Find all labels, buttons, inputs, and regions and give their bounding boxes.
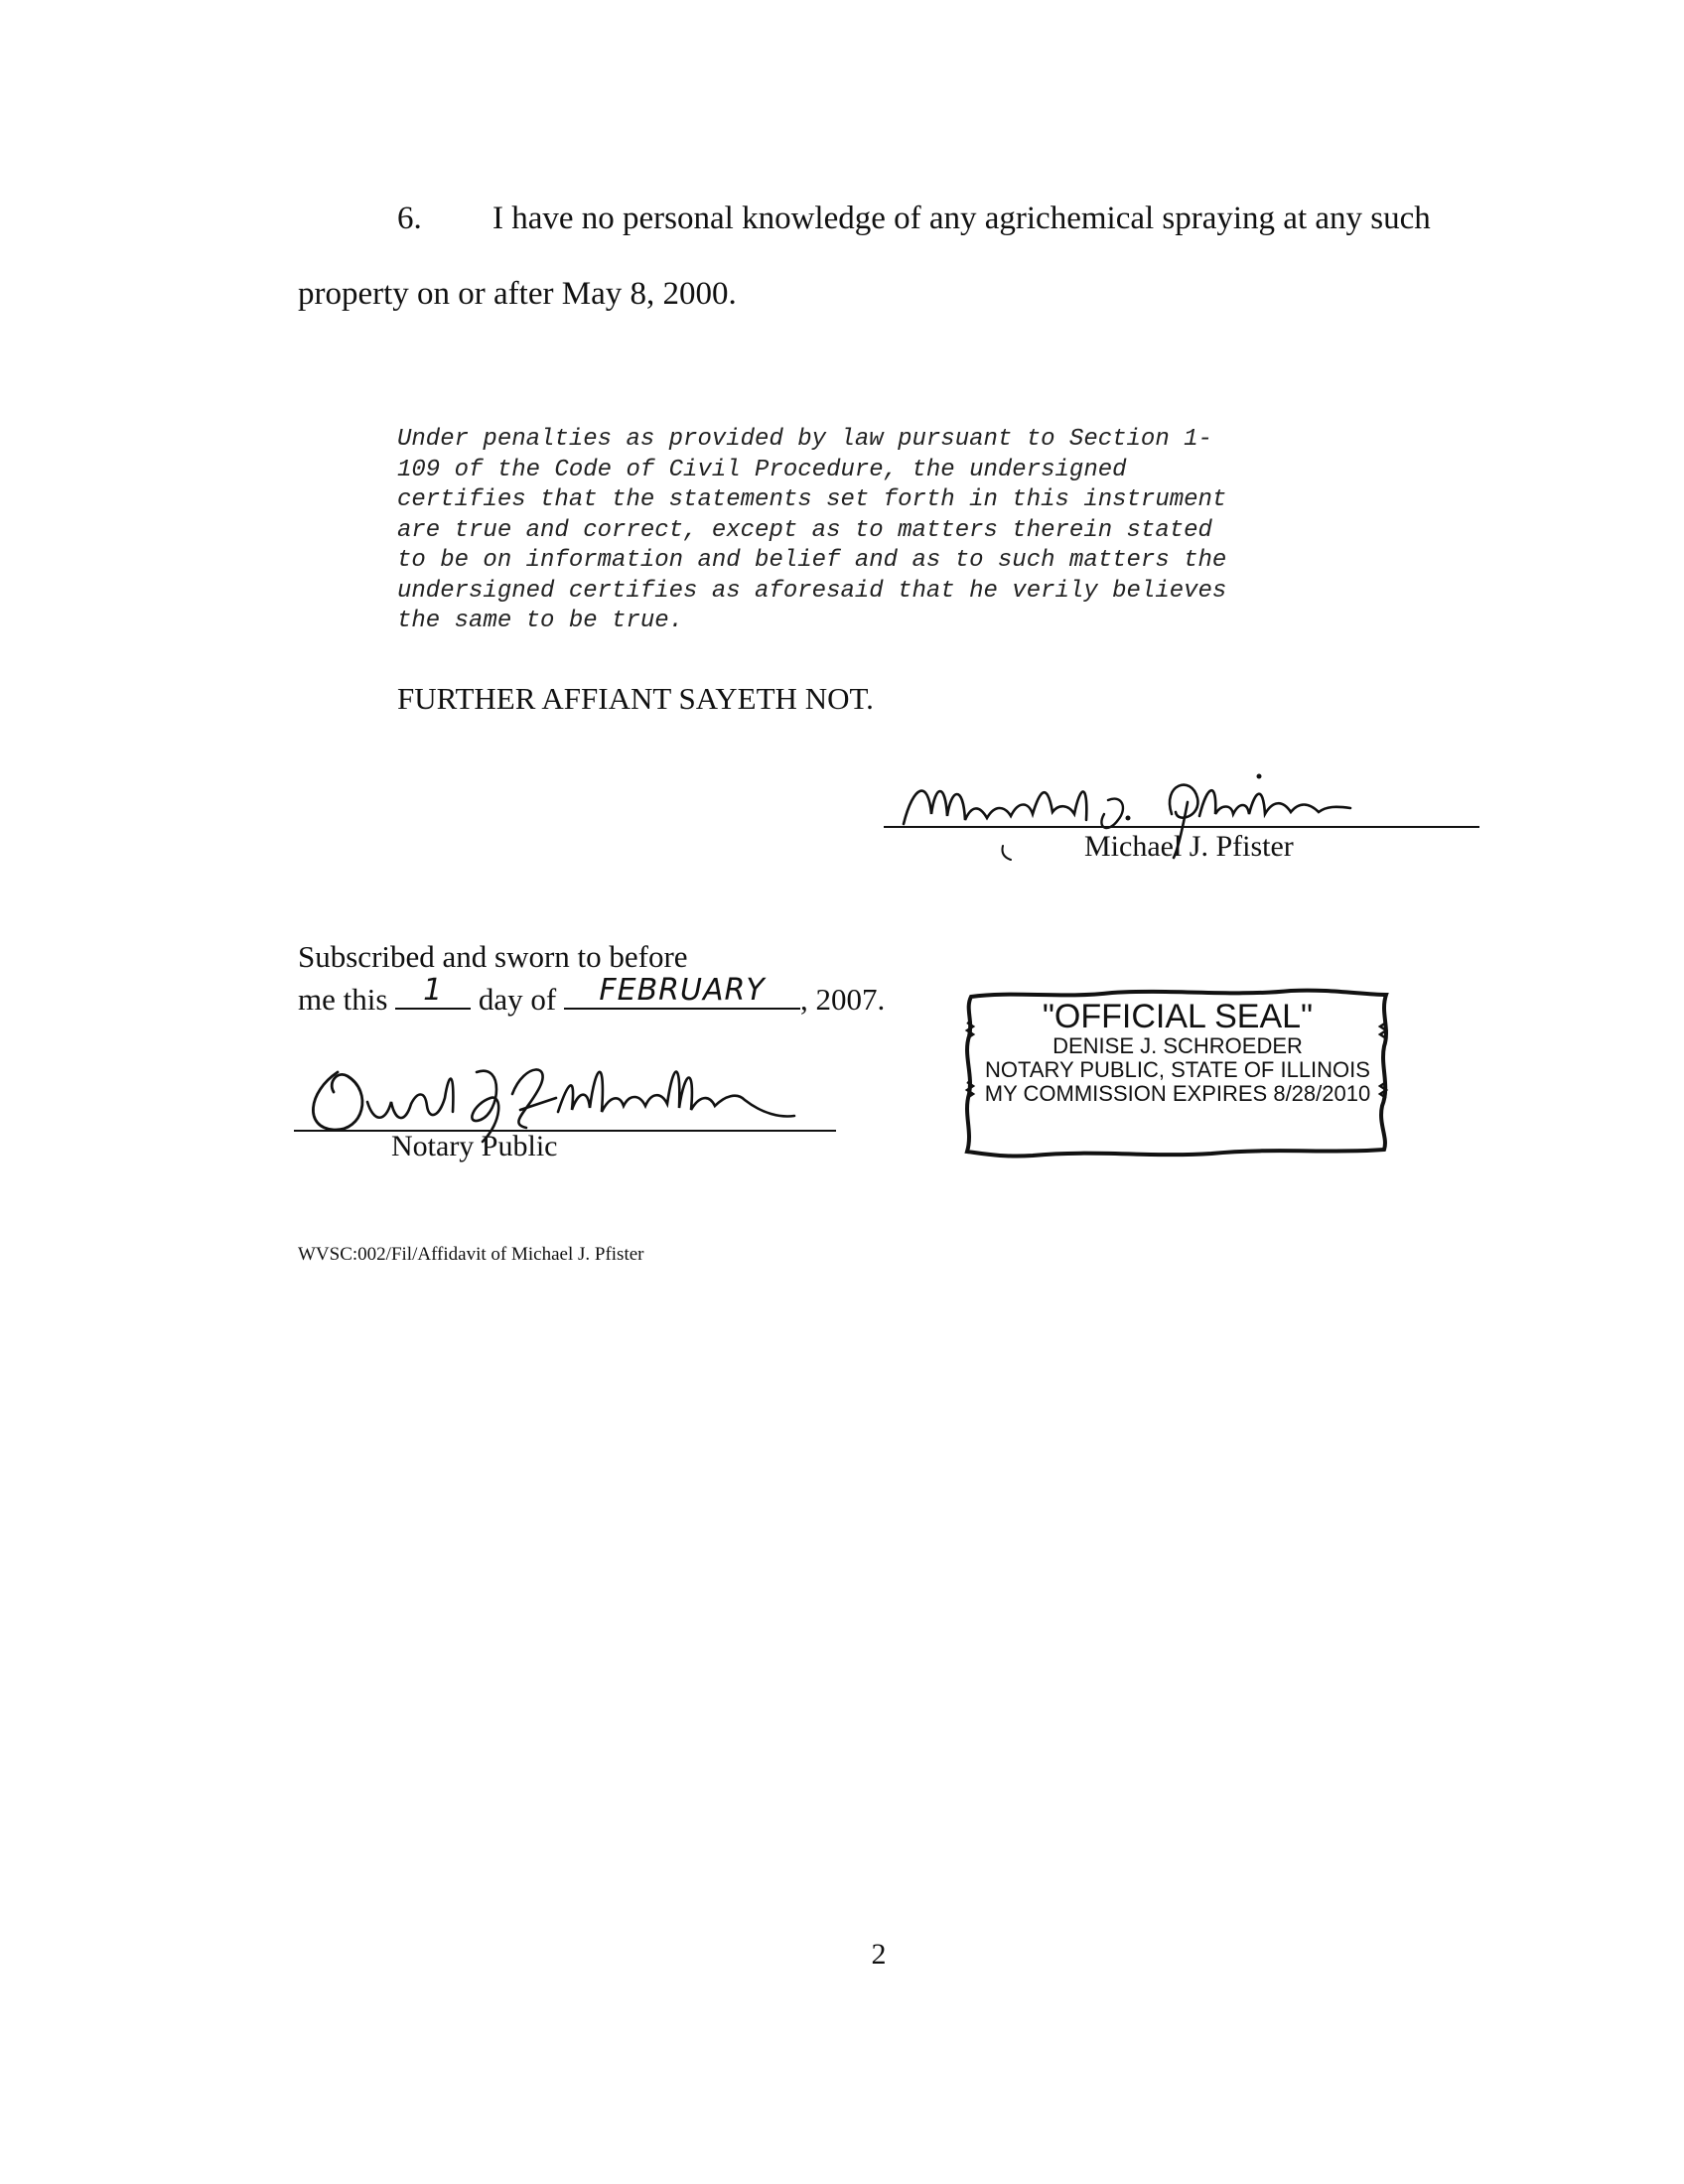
paragraph-number: 6. — [397, 201, 422, 236]
jurat-day-value: 1 — [423, 973, 444, 1008]
page-number: 2 — [871, 1938, 887, 1971]
jurat-me-this: me this — [298, 982, 388, 1017]
seal-state-line: NOTARY PUBLIC, STATE OF ILLINOIS — [985, 1057, 1370, 1082]
affiant-signature-line — [884, 826, 1479, 828]
certification-statement: Under penalties as provided by law pursuant to Section 1- 109 of the Code of Civil Procedure, the undersigned certifies that the statements set forth in this instrument are true and correct, except as to matters therein stated to be on information and belief and as to such matters the undersigned certifies as aforesaid that he verily believes the same to be true. — [397, 426, 1227, 634]
seal-expiry: MY COMMISSION EXPIRES 8/28/2010 — [984, 1081, 1371, 1106]
further-affiant-statement: FURTHER AFFIANT SAYETH NOT. — [397, 681, 874, 716]
jurat-line-2 — [298, 973, 886, 1018]
jurat-year: , 2007. — [800, 982, 886, 1017]
document-reference: WVSC:002/Fil/Affidavit of Michael J. Pfister — [298, 1244, 644, 1265]
jurat-line-1: Subscribed and sworn to before — [298, 939, 688, 974]
paragraph-6-text: I have no personal knowledge of any agrichemical spraying at any such — [492, 201, 1431, 236]
paragraph-6-line-1 — [397, 201, 1431, 237]
jurat-day-blank — [395, 973, 471, 1010]
jurat-month-blank — [564, 973, 800, 1010]
seal-notary-name: DENISE J. SCHROEDER — [1052, 1033, 1303, 1058]
notary-signature-line — [294, 1130, 836, 1132]
affiant-printed-name: Michael J. Pfister — [1084, 830, 1294, 863]
official-seal-text — [971, 999, 1384, 1106]
jurat-day-of: day of — [478, 982, 557, 1017]
seal-title: "OFFICIAL SEAL" — [1042, 998, 1314, 1035]
jurat-month-value: FEBRUARY — [599, 973, 766, 1008]
paragraph-6-line-2: property on or after May 8, 2000. — [298, 276, 737, 312]
notary-public-label: Notary Public — [391, 1130, 558, 1162]
